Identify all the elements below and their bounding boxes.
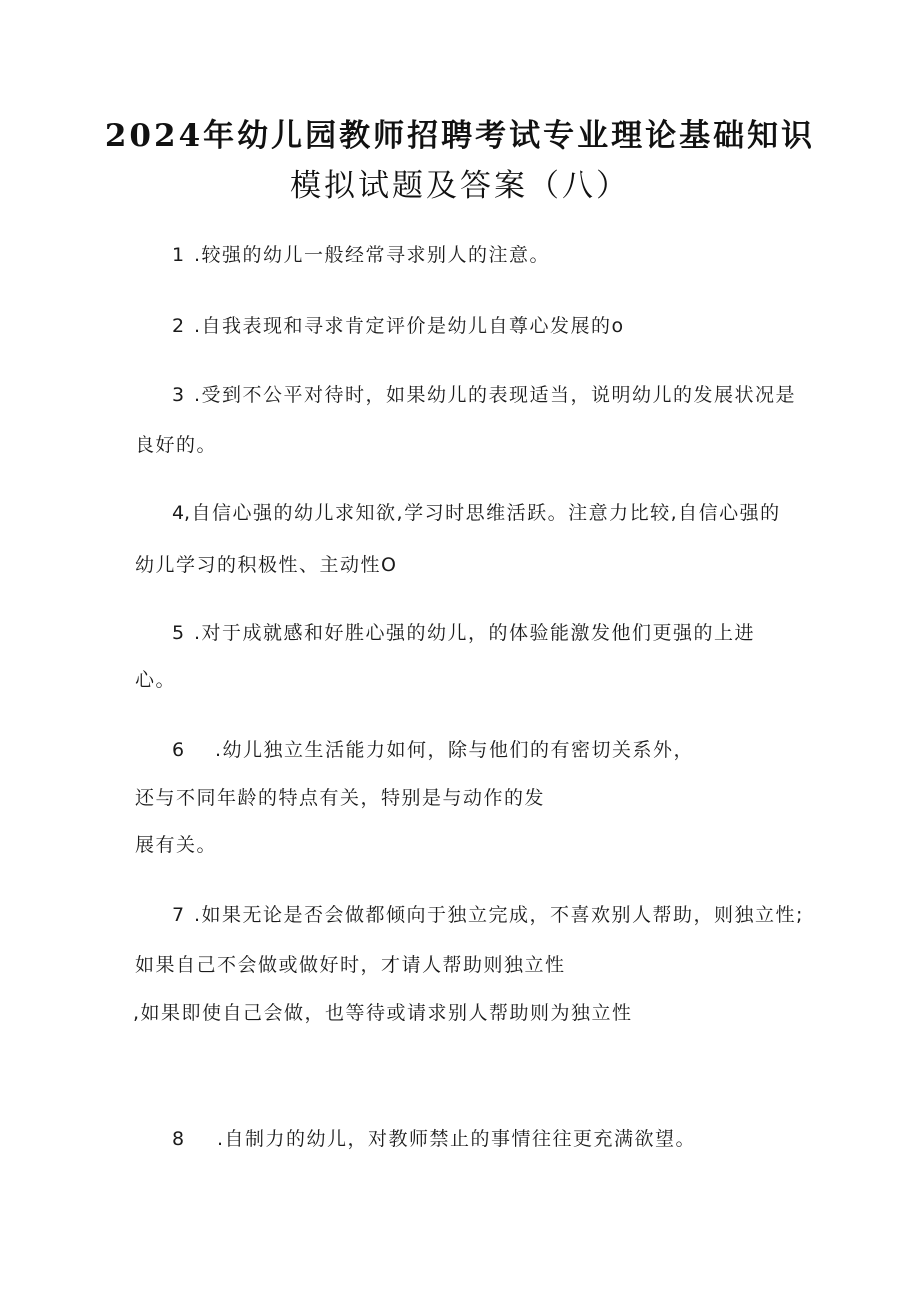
question-number: 7	[172, 904, 186, 926]
question-text: .受到不公平对待时，如果幼儿的表现适当，说明幼儿的发展状况是	[194, 384, 797, 406]
question-number: 8	[172, 1128, 186, 1150]
question-5-continued: 心。	[135, 669, 177, 691]
document-title-line-2: 模拟试题及答案（八）	[290, 168, 630, 204]
question-text: .幼儿独立生活能力如何，除与他们的有密切关系外，	[215, 739, 695, 761]
question-text: .如果无论是否会做都倾向于独立完成，不喜欢别人帮助，则独立性;	[194, 904, 804, 926]
question-4-continued: 幼儿学习的积极性、主动性O	[135, 554, 398, 576]
question-text: .对于成就感和好胜心强的幼儿，的体验能激发他们更强的上进	[194, 622, 756, 644]
question-number: 5	[172, 622, 186, 644]
question-text: .自制力的幼儿，对教师禁止的事情往往更充满欲望。	[217, 1128, 697, 1150]
question-number: 4	[172, 502, 186, 524]
question-3	[172, 380, 796, 407]
question-text: .较强的幼儿一般经常寻求别人的注意。	[194, 244, 551, 266]
question-6	[172, 735, 694, 762]
question-text: ,自信心强的幼儿求知欲,学习时思维活跃。注意力比较,自信心强的	[184, 502, 781, 524]
question-7-continued-2: ,如果即使自己会做，也等待或请求别人帮助则为独立性	[133, 1002, 633, 1024]
question-number: 1	[172, 244, 186, 266]
question-1	[172, 240, 550, 267]
question-3-continued: 良好的。	[135, 434, 218, 456]
question-7-continued-1: 如果自己不会做或做好时，才请人帮助则独立性	[135, 954, 566, 976]
question-2	[172, 311, 625, 338]
question-6-continued-2: 展有关。	[135, 834, 218, 856]
question-8	[172, 1124, 696, 1151]
question-7	[172, 900, 804, 927]
document-title-line-1: 2024年幼儿园教师招聘考试专业理论基础知识	[104, 118, 816, 154]
question-number: 3	[172, 384, 186, 406]
question-text: .自我表现和寻求肯定评价是幼儿自尊心发展的o	[194, 315, 625, 337]
question-number: 2	[172, 315, 186, 337]
question-6-continued-1: 还与不同年龄的特点有关，特别是与动作的发	[135, 787, 546, 809]
question-4	[172, 498, 781, 525]
question-5	[172, 618, 755, 645]
question-number: 6	[172, 739, 186, 761]
